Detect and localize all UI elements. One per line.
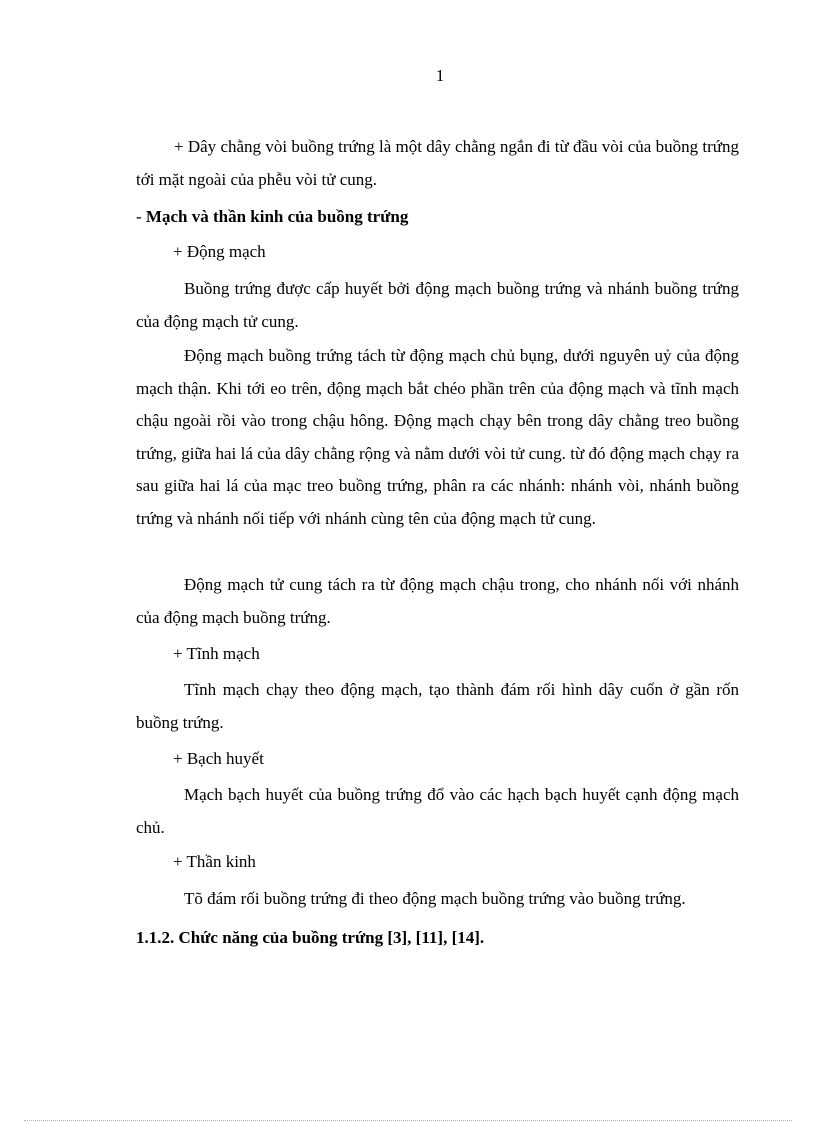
label-than-kinh: + Thần kinh xyxy=(173,852,256,871)
label-dong-mach: + Động mạch xyxy=(173,242,266,261)
paragraph-than-kinh: Tõ đám rối buồng trứng đi theo động mạch buồng trứng vào buồng trứng. xyxy=(184,889,686,908)
paragraph-day-chang-voi: + Dây chằng vòi buồng trứng là một dây chằng ngắn đi từ đầu vòi của buồng trứng tới mặt ngoài của phễu vòi tử cung. xyxy=(136,137,739,189)
page-bottom-divider xyxy=(24,1120,792,1121)
paragraph-dong-mach-buong-trung: Động mạch buồng trứng tách từ động mạch chủ bụng, dưới nguyên uỷ của động mạch thận. Khi tới eo trên, động mạch bắt chéo phần trên của động mạch và tĩnh mạch chậu ngoài rồi vào trong chậu hông. Động mạch chạy bên trong dây chằng treo buồng trứng, giữa hai lá của dây chằng rộng và nằm dưới vòi tử cung. từ đó động mạch chạy ra sau giữa hai lá của mạc treo buồng trứng, phân ra các nhánh: nhánh vòi, nhánh buồng trứng và nhánh nối tiếp với nhánh cùng tên của động mạch tử cung. xyxy=(136,346,739,528)
label-tinh-mach: + Tĩnh mạch xyxy=(173,644,260,663)
page-number: 1 xyxy=(435,66,445,85)
heading-dash: - xyxy=(136,207,146,226)
heading-mach-text: Mạch và thần kinh của buồng trứng xyxy=(145,207,409,226)
section-heading: 1.1.2. Chức năng của buồng trứng [3], [11], [14]. xyxy=(136,928,485,947)
heading-mach-than-kinh xyxy=(136,201,408,234)
paragraph-dong-mach-tu-cung: Động mạch tử cung tách ra từ động mạch chậu trong, cho nhánh nối với nhánh của động mạch buồng trứng. xyxy=(136,575,739,627)
paragraph-tinh-mach: Tĩnh mạch chạy theo động mạch, tạo thành đám rối hình dây cuốn ở gần rốn buồng trứng. xyxy=(136,680,739,732)
label-bach-huyet: + Bạch huyết xyxy=(173,749,264,768)
paragraph-bach-huyet: Mạch bạch huyết của buồng trứng đổ vào các hạch bạch huyết cạnh động mạch chủ. xyxy=(136,785,739,837)
paragraph-cap-huyet: Buồng trứng được cấp huyết bởi động mạch buồng trứng và nhánh buồng trứng của động mạch tử cung. xyxy=(136,279,739,331)
